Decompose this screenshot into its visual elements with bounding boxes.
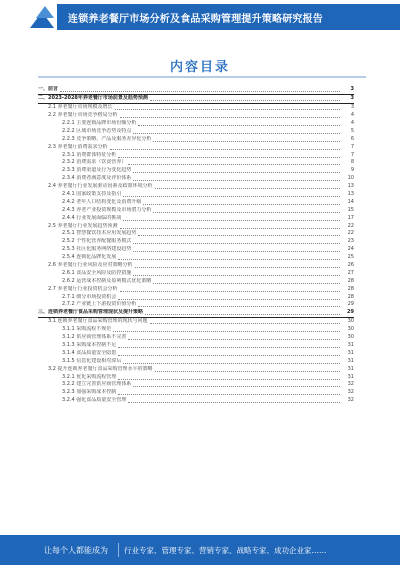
toc-entry-label: 2.3.1 消费群体特征分析 <box>62 151 117 158</box>
toc-heading: 内容目录 <box>169 60 230 75</box>
toc-entry-page: 3 <box>350 104 354 111</box>
toc-entry[interactable] <box>38 175 354 183</box>
toc-entry-label: 2.7.1 细分市场投资机会 <box>62 293 117 300</box>
toc-entry[interactable] <box>38 269 354 277</box>
toc-entry[interactable] <box>38 246 354 254</box>
toc-leader-dots <box>153 279 340 284</box>
toc-leader-dots <box>143 200 340 205</box>
toc-entry-page: 28 <box>347 293 354 300</box>
toc-entry[interactable] <box>38 167 354 175</box>
toc-entry-label: 3.2.3 加强采购成本控制 <box>62 389 117 396</box>
toc-leader-dots <box>128 160 340 165</box>
toc-entry[interactable] <box>38 222 354 230</box>
toc-leader-dots <box>118 390 340 395</box>
toc-entry[interactable] <box>38 334 354 342</box>
toc-entry[interactable] <box>38 262 354 270</box>
toc-entry-label: 2.6.1 食品安全风险及防控措施 <box>62 269 132 276</box>
toc-entry-label: 2.2.2 区域市场竞争态势及特点 <box>62 127 132 134</box>
toc-leader-dots <box>138 302 340 307</box>
toc-entry-page: 28 <box>347 277 354 284</box>
toc-entry-label: 2.2.3 竞争策略、产品及服务差异化分析 <box>62 135 152 142</box>
toc-entry-page: 30 <box>347 334 354 341</box>
toc-entry-page: 31 <box>347 373 354 380</box>
toc-entry-label: 2.3.3 消费渠道及行为变化趋势 <box>62 167 132 174</box>
toc-entry[interactable] <box>38 238 354 246</box>
toc-leader-dots <box>123 216 340 221</box>
toc-entry-page: 31 <box>347 341 354 348</box>
toc-entry-label: 2.3 养老餐厅消费需求分析 <box>48 143 108 150</box>
toc-leader-dots <box>118 351 340 356</box>
toc-entry[interactable] <box>38 318 354 326</box>
toc-entry-label: 3.1 连锁养老餐厅食品采购管理的现状与问题 <box>48 318 148 325</box>
toc-entry-page: 30 <box>347 326 354 333</box>
toc-entry-page: 13 <box>347 191 354 198</box>
toc-entry[interactable] <box>38 277 354 285</box>
toc-entry-page: 10 <box>347 175 354 182</box>
toc-entry[interactable] <box>38 397 354 405</box>
toc-entry-page: 7 <box>350 143 354 150</box>
toc-entry-label: 2.6.2 运营成本控制及盈利模式优化策略 <box>62 277 152 284</box>
toc-entry-page: 31 <box>347 349 354 356</box>
toc-entry-page: 6 <box>350 135 354 142</box>
toc-entry-page: 17 <box>347 214 354 221</box>
toc-entry-page: 23 <box>347 238 354 245</box>
toc-leader-dots <box>133 176 340 181</box>
toc-entry[interactable] <box>38 301 354 309</box>
toc-entry-page: 22 <box>347 230 354 237</box>
toc-leader-dots <box>123 192 340 197</box>
toc-entry-label: 三、连锁养老餐厅食品采购管理现状及提升策略 <box>38 309 144 316</box>
toc-entry-page: 31 <box>347 357 354 364</box>
toc-entry-label: 2.5.4 连锁化品牌化发展 <box>62 254 117 261</box>
toc-entry-page: 32 <box>347 389 354 396</box>
toc-entry-label: 2.7.2 产业链上下游投资价值分析 <box>62 301 137 308</box>
toc-entry[interactable] <box>38 120 354 128</box>
toc-leader-dots <box>118 153 340 158</box>
toc-entry-label: 2.3.4 消费者满意度及评价体系 <box>62 175 132 182</box>
toc-entry-label: 2.1 养老餐厅市场规模及增长 <box>48 104 113 111</box>
toc-leader-dots <box>133 382 340 387</box>
toc-entry[interactable] <box>38 86 354 95</box>
toc-entry-page: 29 <box>347 301 354 308</box>
toc-entry-page: 7 <box>350 151 354 158</box>
toc-entry-label: 3.1.1 采购流程不规范 <box>62 326 112 333</box>
toc-entry[interactable] <box>38 342 354 350</box>
toc-entry-label: 2.2 养老餐厅市场竞争格局分析 <box>48 112 118 119</box>
toc-leader-dots <box>135 263 340 268</box>
toc-entry[interactable] <box>38 135 354 143</box>
toc-entry-label: 3.1.4 食品质量安全隐患 <box>62 349 117 356</box>
toc-leader-dots <box>118 375 340 380</box>
toc-entry-label: 2.6 养老餐厅行业风险及应对策略分析 <box>48 262 133 269</box>
toc-entry-page: 9 <box>350 167 354 174</box>
toc-entry-label: 3.2.4 强化食品质量安全管理 <box>62 397 127 404</box>
toc-entry-label: 2.4 养老餐厅行业发展驱动因素及政策环境分析 <box>48 183 153 190</box>
footer-slogan: 让每个人都能成为 <box>44 546 108 555</box>
toc-entry-label: 2.2.1 主要连锁品牌市场份额分析 <box>62 120 137 126</box>
toc-leader-dots <box>153 208 340 213</box>
toc-entry[interactable] <box>38 206 354 214</box>
toc-entry-page: 13 <box>347 183 354 190</box>
toc-entry-label: 2.3.2 消费需求（饮食营养） <box>62 159 127 166</box>
toc-entry-page: 5 <box>350 127 354 134</box>
toc-leader-dots <box>133 271 340 276</box>
toc-entry-page: 25 <box>347 254 354 261</box>
toc-entry-label: 二、2023-2028年养老餐厅市场前景及趋势预测 <box>38 95 148 102</box>
toc-leader-dots <box>133 239 340 244</box>
toc-entry-page: 8 <box>350 159 354 166</box>
toc-leader-dots <box>120 224 340 229</box>
toc-entry-page: 4 <box>350 120 354 126</box>
toc-entry[interactable] <box>38 365 354 373</box>
toc-entry[interactable] <box>38 127 354 135</box>
toc-entry-label: 2.4.3 养老产业投资规模及市场潜力分析 <box>62 206 152 213</box>
toc-entry-page: 27 <box>347 269 354 276</box>
toc-entry-page: 24 <box>347 246 354 253</box>
logo-icon <box>30 2 54 30</box>
toc-entry-page: 26 <box>347 262 354 269</box>
toc-leader-dots <box>123 359 340 364</box>
toc-leader-dots <box>128 335 340 340</box>
toc-leader-dots <box>60 87 340 92</box>
toc-entry-label: 2.5.2 个性化营养配餐服务模式 <box>62 238 132 245</box>
toc-leader-dots <box>118 295 340 300</box>
toc-entry-page: 32 <box>347 397 354 404</box>
toc-entry[interactable] <box>38 381 354 389</box>
toc-leader-dots <box>133 168 340 173</box>
toc-entry-page: 28 <box>347 285 354 292</box>
toc-leader-dots <box>128 398 340 403</box>
toc-entry[interactable] <box>38 183 354 191</box>
toc-entry[interactable] <box>38 143 354 151</box>
toc-entry-page: 14 <box>347 198 354 205</box>
toc-leader-dots <box>118 255 340 260</box>
report-header <box>0 0 400 32</box>
toc-leader-dots <box>138 121 340 126</box>
toc-leader-dots <box>138 231 340 236</box>
toc-entry[interactable] <box>38 198 354 206</box>
toc-entry-label: 2.5.3 社区化服务网络建设趋势 <box>62 246 132 253</box>
toc-entry-page: 15 <box>347 206 354 213</box>
toc-leader-dots <box>120 113 340 118</box>
toc-entry-label: 3.1.3 采购成本控制不足 <box>62 341 117 348</box>
toc-entry[interactable] <box>38 95 354 104</box>
toc-entry-label: 2.7 养老餐厅行业投资机会分析 <box>48 285 118 292</box>
table-of-contents <box>38 86 354 405</box>
toc-entry[interactable] <box>38 357 354 365</box>
toc-entry-page: 29 <box>347 309 354 316</box>
toc-entry[interactable] <box>38 191 354 199</box>
toc-entry-page: 22 <box>347 222 354 229</box>
footer-tagline: 行业专家、管理专家、营销专家、战略专家、成功企业家…… <box>124 546 327 555</box>
toc-leader-dots <box>145 310 340 315</box>
toc-leader-dots <box>155 367 340 372</box>
toc-entry-label: 2.5 养老餐厅行业发展趋势预测 <box>48 222 118 229</box>
toc-entry[interactable] <box>38 373 354 381</box>
toc-entry-label: 2.4.4 行业发展面临的挑战 <box>62 214 122 221</box>
toc-entry-label: 3.2.2 建立完善供应商管理体系 <box>62 381 132 388</box>
toc-entry[interactable] <box>38 254 354 262</box>
toc-leader-dots <box>120 287 340 292</box>
toc-entry-page: 3 <box>350 95 354 102</box>
toc-divider <box>38 76 366 78</box>
footer-divider <box>118 543 119 557</box>
toc-entry-page: 31 <box>347 365 354 372</box>
toc-entry[interactable] <box>38 104 354 112</box>
toc-entry-page: 30 <box>347 318 354 325</box>
toc-leader-dots <box>110 145 340 150</box>
toc-entry-label: 2.5.1 智慧餐饮技术应用发展趋势 <box>62 230 137 237</box>
toc-entry[interactable] <box>38 214 354 222</box>
toc-leader-dots <box>153 137 340 142</box>
footer-banner <box>0 535 400 565</box>
toc-leader-dots <box>150 319 340 324</box>
toc-entry[interactable] <box>38 285 354 293</box>
toc-leader-dots <box>133 247 340 252</box>
toc-entry-page: 32 <box>347 381 354 388</box>
toc-leader-dots <box>118 343 340 348</box>
toc-entry[interactable] <box>38 112 354 120</box>
toc-entry[interactable] <box>38 349 354 357</box>
toc-leader-dots <box>113 327 340 332</box>
toc-entry-page: 4 <box>350 112 354 119</box>
toc-entry[interactable] <box>38 151 354 159</box>
toc-leader-dots <box>155 184 340 189</box>
toc-leader-dots <box>115 105 340 110</box>
toc-entry[interactable] <box>38 389 354 397</box>
toc-entry-label: 2.4.2 老年人口结构变化及消费升级 <box>62 198 142 205</box>
report-title: 连锁养老餐厅市场分析及食品采购管理提升策略研究报告 <box>68 14 323 25</box>
toc-leader-dots <box>150 96 340 101</box>
toc-leader-dots <box>133 129 340 134</box>
toc-entry[interactable] <box>38 293 354 301</box>
toc-entry-label: 3.2.1 优化采购流程管理 <box>62 373 117 380</box>
toc-entry-label: 3.1.5 信息化建设相对滞后 <box>62 357 122 364</box>
toc-entry[interactable] <box>38 159 354 167</box>
toc-entry-label: 2.4.1 国家政策支持及指引 <box>62 191 122 198</box>
toc-entry-page: 3 <box>350 86 354 93</box>
toc-entry-label: 3.1.2 供应商管理体系不完善 <box>62 334 127 341</box>
toc-entry[interactable] <box>38 326 354 334</box>
toc-entry-label: 3.2 提升连锁养老餐厅食品采购管理水平的策略 <box>48 365 153 372</box>
toc-entry[interactable] <box>38 309 354 318</box>
toc-entry-label: 一、前言 <box>38 86 59 93</box>
toc-entry[interactable] <box>38 230 354 238</box>
